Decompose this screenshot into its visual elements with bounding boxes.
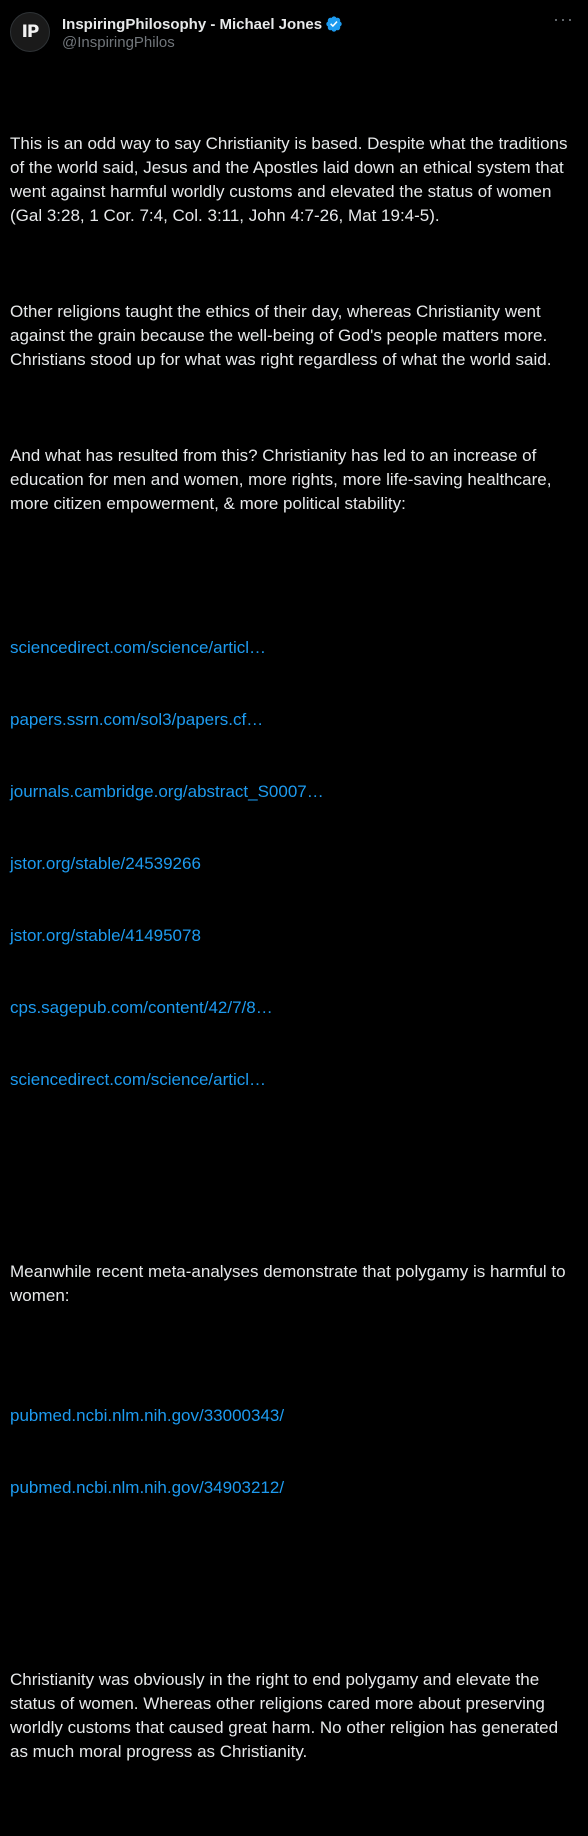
display-name[interactable]: InspiringPhilosophy - Michael Jones bbox=[62, 15, 323, 33]
link-1[interactable]: sciencedirect.com/science/articl… bbox=[10, 638, 267, 657]
verified-badge-icon bbox=[325, 15, 343, 33]
link-7[interactable]: sciencedirect.com/science/articl… bbox=[10, 1070, 267, 1089]
link-3[interactable]: journals.cambridge.org/abstract_S0007… bbox=[10, 782, 324, 801]
tweet-text bbox=[10, 84, 576, 1836]
more-options-icon[interactable]: ··· bbox=[553, 9, 574, 29]
link-list-1 bbox=[10, 588, 576, 1140]
name-row bbox=[62, 15, 551, 33]
link-6[interactable]: cps.sagepub.com/content/42/7/8… bbox=[10, 998, 273, 1017]
ip-logo-icon: IP bbox=[21, 22, 39, 42]
paragraph-3: And what has resulted from this? Christianity has led to an increase of education for men and women, more rights, more life-saving healthcare, more citizen empowerment, & more political stability: bbox=[10, 446, 557, 513]
link-5[interactable]: jstor.org/stable/41495078 bbox=[10, 926, 201, 945]
link-2[interactable]: papers.ssrn.com/sol3/papers.cf… bbox=[10, 710, 264, 729]
link-list-2 bbox=[10, 1356, 576, 1548]
paragraph-4: Meanwhile recent meta-analyses demonstrate that polygamy is harmful to women: bbox=[10, 1262, 571, 1305]
avatar[interactable] bbox=[10, 12, 50, 52]
author-info bbox=[62, 12, 551, 51]
link-8[interactable]: pubmed.ncbi.nlm.nih.gov/33000343/ bbox=[10, 1406, 285, 1425]
paragraph-5: Christianity was obviously in the right to end polygamy and elevate the status of women. Whereas other religions cared more about preserving worldly customs that caused great harm. No other religion has generated as much moral progress as Christianity. bbox=[10, 1670, 563, 1761]
paragraph-1: This is an odd way to say Christianity is based. Despite what the traditions of the world said, Jesus and the Apostles laid down an ethical system that went against harmful worldly customs and elevated the status of women (Gal 3:28, 1 Cor. 7:4, Col. 3:11, John 4:7-26, Mat 19:4-5). bbox=[10, 134, 573, 225]
handle[interactable]: @InspiringPhilos bbox=[62, 34, 175, 51]
link-4[interactable]: jstor.org/stable/24539266 bbox=[10, 854, 201, 873]
paragraph-4-block bbox=[10, 1212, 576, 1596]
paragraph-2: Other religions taught the ethics of their day, whereas Christianity went against the grain because the well-being of God's people matters more. Christians stood up for what was right regardless of what the world said. bbox=[10, 302, 552, 369]
link-9[interactable]: pubmed.ncbi.nlm.nih.gov/34903212/ bbox=[10, 1478, 285, 1497]
tweet-header bbox=[10, 9, 576, 60]
